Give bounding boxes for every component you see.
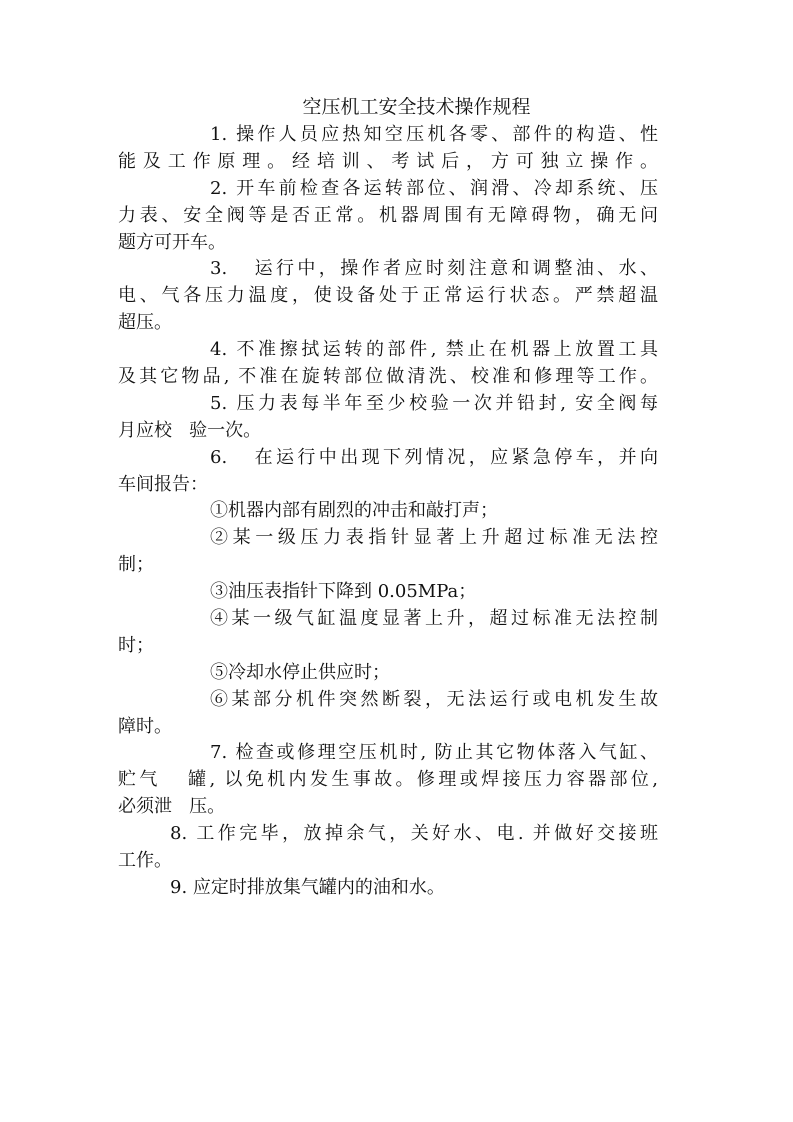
rule-5-line: 月应校 验一次。 — [118, 419, 262, 441]
rule-8-line: 8. 工作完毕，放掉余气，关好水、电. 并做好交接班 — [170, 823, 658, 845]
rule-8-line: 工作。 — [118, 850, 172, 872]
condition-2: 制； — [118, 554, 154, 576]
rule-6-line: 车间报告： — [118, 473, 208, 495]
rule-6-line: 6. 在运行中出现下列情况，应紧急停车，并向 — [210, 446, 658, 468]
rule-1-line: 1. 操作人员应热知空压机各零、部件的构造、性 — [210, 124, 658, 145]
rule-4-line: 及其它物品, 不准在旋转部位做清洗、校准和修理等工作。 — [118, 366, 658, 388]
condition-6: 障时。 — [118, 715, 172, 737]
condition-4: ④某一级气缸温度显著上升，超过标准无法控制 — [210, 608, 658, 630]
condition-4: 时； — [118, 634, 154, 656]
rule-2-line: 2. 开车前检查各运转部位、润滑、冷却系统、压 — [210, 177, 658, 199]
rule-3-line: 超压。 — [118, 312, 172, 334]
condition-6: ⑥某部分机件突然断裂，无法运行或电机发生故 — [210, 688, 658, 710]
condition-5: ⑤冷却水停止供应时； — [210, 661, 390, 683]
condition-3: ③油压表指针下降到 0.05MPa； — [210, 581, 477, 603]
rule-7-line: 贮气 罐, 以免机内发生事故。修理或焊接压力容器部位, — [118, 769, 658, 791]
rule-7-line: 必须泄 压。 — [118, 796, 226, 818]
rule-2-line: 力表、安全阀等是否正常。机器周围有无障碍物，确无问 — [118, 204, 658, 226]
rule-3-line: 3. 运行中，操作者应时刻注意和调整油、水、 — [210, 258, 658, 280]
rule-1-line: 能及工作原理。经培训、考试后，方可独立操作。 — [118, 150, 658, 172]
rule-4-line: 4. 不准擦拭运转的部件, 禁止在机器上放置工具 — [210, 339, 658, 361]
rule-3-line: 电、气各压力温度，使设备处于正常运行状态。严禁超温 — [118, 285, 658, 307]
rule-7-line: 7. 检查或修理空压机时, 防止其它物体落入气缸、 — [210, 742, 658, 764]
rule-9-line: 9. 应定时排放集气罐内的油和水。 — [170, 876, 445, 898]
rule-5-line: 5. 压力表每半年至少校验一次并铅封, 安全阀每 — [210, 392, 658, 414]
condition-1: ①机器内部有剧烈的冲击和敲打声； — [210, 500, 498, 522]
rule-2-line: 题方可开车。 — [118, 231, 226, 253]
document-body — [118, 122, 658, 902]
document-title: 空压机工安全技术操作规程 — [302, 96, 531, 118]
condition-2: ②某一级压力表指针显著上升超过标准无法控 — [210, 527, 658, 549]
